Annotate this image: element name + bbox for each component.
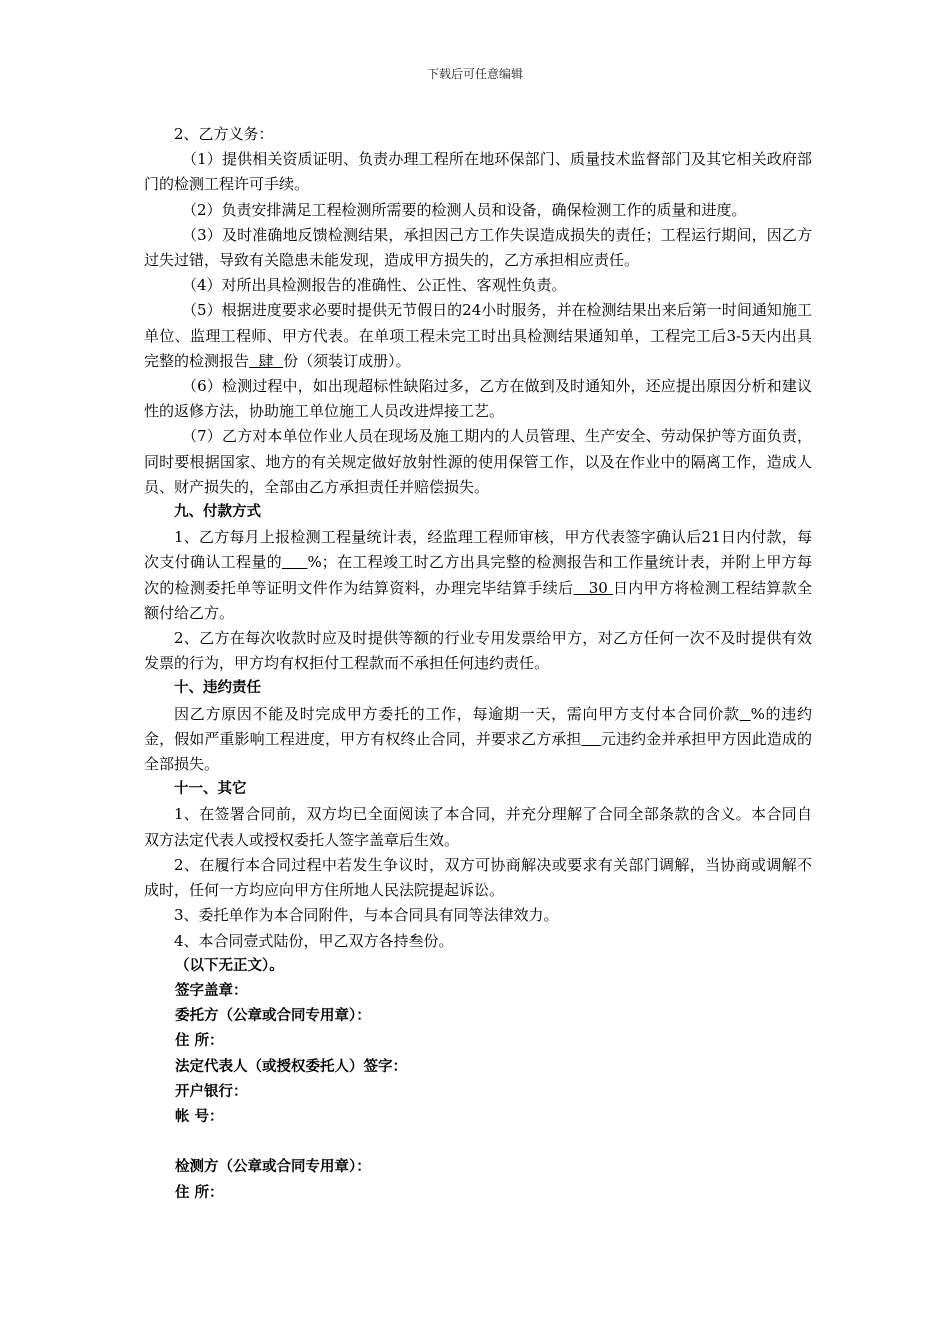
text-run: 2、在履行本合同过程中若发生争议时，双方可协商解决或要求有关部门调解，当协商或调解不成时，任何一方均应向甲方住所地人民法院提起诉讼。 [144, 855, 812, 900]
obligation-7 [144, 424, 812, 500]
obligation-5 [144, 298, 812, 374]
text-run: 2、乙方在每次收款时应及时提供等额的行业专用发票给甲方，对乙方任何一次不及时提供有效发票的行为，甲方均有权拒付工程款而不承担任何违约责任。 [144, 629, 812, 673]
text-run: 1、乙方每月上报检测工程量统计表，经监理工程师审核，甲方代表签字确认后21日内付款，每次支付确认工程量的 [144, 528, 812, 572]
other-4 [144, 929, 812, 954]
text-run: 检测方（公章或合同专用章）： [175, 1159, 371, 1176]
text-run: 份（须装订成册）。 [283, 351, 411, 370]
text-run: （5）根据进度要求必要时提供无节假日的24小时服务，并在检测结果出来后第一时间通知施工单位、监理工程师、甲方代表。在单项工程未完工时出具检测结果通知单，工程完工后3-5天内出具完整的检测报告 [144, 301, 812, 370]
fill-in-blank [740, 705, 751, 723]
payment-1 [144, 525, 812, 626]
client-label [144, 1004, 812, 1029]
other-3 [144, 903, 812, 928]
text-run: 签字盖章： [175, 982, 248, 999]
text-run: （3）及时准确地反馈检测结果，承担因己方工作失误造成损失的责任；工程运行期间，因乙方过失过错，导致有关隐患未能发现，造成甲方损失的，乙方承担相应责任。 [144, 225, 812, 270]
other-1 [144, 802, 812, 852]
text-run: 法定代表人（或授权委托人）签字： [175, 1058, 407, 1075]
obligation-3 [144, 223, 812, 273]
text-run: 日内甲方将检测工程结算款全额付给乙方。 [144, 578, 812, 622]
section-b-obligations-title [144, 122, 812, 147]
obligation-1 [144, 147, 812, 197]
fill-in-blank [282, 553, 308, 571]
tester-label [144, 1155, 812, 1180]
obligation-6 [144, 374, 812, 424]
text-run: （2）负责安排满足工程检测所需要的检测人员和设备，确保检测工作的质量和进度。 [182, 200, 747, 219]
blank-line [144, 1130, 812, 1155]
client-bank-label [144, 1080, 812, 1105]
liability-1 [144, 702, 812, 778]
text-run: 帐 号： [175, 1108, 224, 1125]
text-run: 十一、其它 [174, 781, 247, 798]
text-run: （7）乙方对本单位作业人员在现场及施工期内的人员管理、生产安全、劳动保护等方面负责，同时要根据国家、地方的有关规定做好放射性源的使用保管工作，以及在作业中的隔离工作，造成人员、财产损失的，全部由乙方承担责任并赔偿损失。 [144, 427, 812, 496]
section-10-title [144, 676, 812, 701]
other-2 [144, 853, 812, 903]
client-address-label [144, 1029, 812, 1054]
text-run: 住 所： [175, 1184, 224, 1201]
text-run: 因乙方原因不能及时完成甲方委托的工作，每逾期一天，需向甲方支付本合同价款 [174, 704, 740, 723]
text-run: （4）对所出具检测报告的准确性、公正性、客观性负责。 [182, 276, 567, 295]
text-run: 4、本合同壹式陆份，甲乙双方各持叁份。 [174, 931, 454, 950]
text-run: %；在工程竣工时乙方出具完整的检测报告和工作量统计表，并附上甲方每次的检测委托单等证明文件作为结算资料，办理完毕结算手续后 [144, 553, 812, 597]
text-run: 委托方（公章或合同专用章）： [175, 1008, 371, 1025]
text-run: 元违约金并承担甲方因此造成的全部损失。 [144, 729, 812, 774]
client-account-label [144, 1105, 812, 1130]
fill-in-blank: 30 [573, 578, 613, 597]
text-run: 2、乙方义务： [174, 125, 274, 143]
payment-2 [144, 626, 812, 676]
contract-body [144, 122, 812, 1206]
obligation-4 [144, 273, 812, 298]
no-more-text [144, 954, 812, 979]
text-run: 1、在签署合同前，双方均已全面阅读了本合同，并充分理解了合同全部条款的含义。本合同自双方法定代表人或授权委托人签字盖章后生效。 [144, 805, 812, 849]
text-run: 九、付款方式 [174, 504, 261, 521]
text-run: 住 所： [175, 1033, 224, 1050]
text-run: %的违约金，假如严重影响工程进度，甲方有权终止合同，并要求乙方承担 [144, 704, 812, 748]
client-rep-label [144, 1055, 812, 1080]
text-run: （6）检测过程中，如出现超标性缺陷过多，乙方在做到及时通知外，还应提出原因分析和建议性的返修方法，协助施工单位施工人员改进焊接工艺。 [144, 377, 812, 421]
page-header: 下载后可任意编辑 [426, 67, 523, 81]
text-run: （1）提供相关资质证明、负责办理工程所在地环保部门、质量技术监督部门及其它相关政府部门的检测工程许可手续。 [144, 150, 812, 194]
text-run: 3、委托单作为本合同附件，与本合同具有同等法律效力。 [174, 906, 559, 925]
section-9-title [144, 500, 812, 525]
sign-seal-label [144, 979, 812, 1004]
text-run: 开户银行： [175, 1083, 248, 1100]
text-run: 十、违约责任 [174, 680, 261, 697]
text-run: （以下无正文）。 [175, 957, 284, 974]
section-11-title [144, 777, 812, 802]
tester-address-label [144, 1181, 812, 1206]
fill-in-blank: 肆 [249, 351, 284, 370]
obligation-2 [144, 198, 812, 223]
fill-in-blank [581, 730, 600, 748]
